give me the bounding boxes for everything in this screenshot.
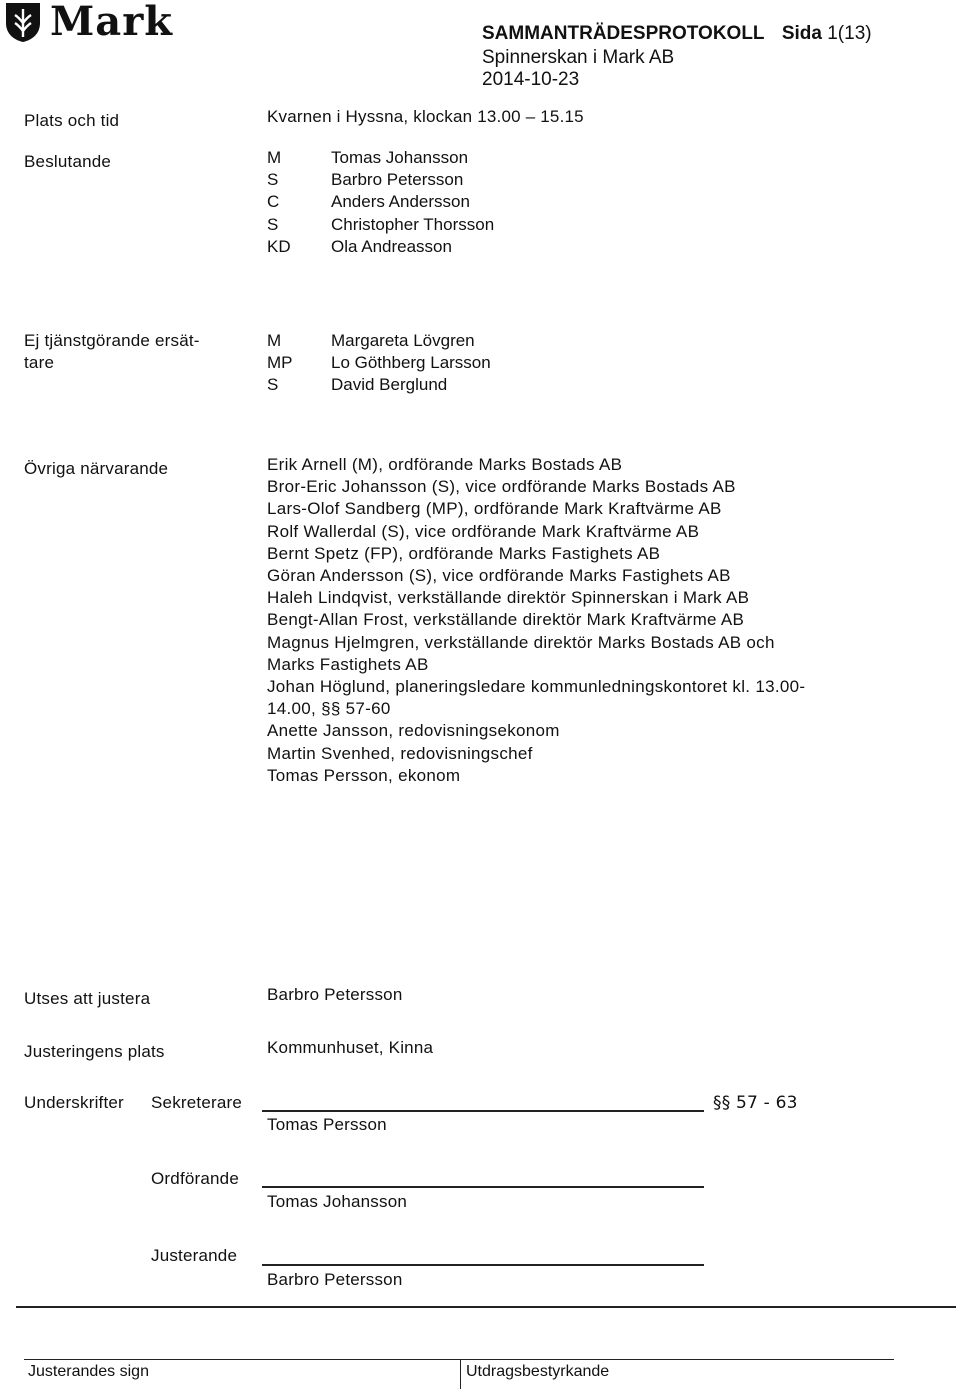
member-party: M: [267, 331, 282, 350]
adjuster-label: Utses att justera: [24, 989, 151, 1008]
footer-right-label: Utdragsbestyrkande: [466, 1363, 610, 1380]
substitutes-label-line1: Ej tjänstgörande ersät-: [24, 331, 200, 350]
decision-makers-label: Beslutande: [24, 152, 112, 171]
place-time-label: Plats och tid: [24, 111, 120, 130]
substitutes-list: [267, 330, 687, 397]
member-name: Margareta Lövgren: [331, 331, 475, 350]
member-party: MP: [267, 353, 293, 373]
member-party: KD: [267, 236, 291, 256]
member-party: S: [267, 375, 279, 395]
coat-of-arms-icon: [4, 1, 42, 43]
member-name: Lo Göthberg Larsson: [331, 353, 491, 373]
footer-separator: [460, 1359, 461, 1389]
member-party: M: [267, 148, 282, 167]
adjustment-place-value: Kommunhuset, Kinna: [267, 1038, 434, 1057]
signature-name: Barbro Petersson: [267, 1270, 403, 1289]
paragraph-range: §§ 57 - 63: [713, 1093, 798, 1113]
member-row: [267, 236, 687, 258]
member-row: [267, 191, 687, 213]
place-time-value: Kvarnen i Hyssna, klockan 13.00 – 15.15: [267, 107, 584, 126]
signature-role: Justerande: [151, 1246, 238, 1265]
list-item: Magnus Hjelmgren, verkställande direktör Marks Bostads AB och: [267, 632, 775, 652]
member-name: Anders Andersson: [331, 192, 470, 212]
member-row: [267, 147, 687, 169]
signatures-label: Underskrifter: [24, 1093, 124, 1112]
signature-name: Tomas Persson: [267, 1115, 387, 1134]
member-name: Ola Andreasson: [331, 236, 452, 256]
list-item: Haleh Lindqvist, verkställande direktör Spinnerskan i Mark AB: [267, 588, 750, 608]
signature-line: [262, 1264, 704, 1266]
member-row: [267, 374, 687, 396]
member-row: [267, 214, 687, 236]
logo-wordmark: Mark: [50, 0, 173, 45]
list-item: Bernt Spetz (FP), ordförande Marks Fastighets AB: [267, 543, 661, 563]
list-item: Bror-Eric Johansson (S), vice ordförande Marks Bostads AB: [267, 477, 736, 497]
member-name: Christopher Thorsson: [331, 214, 495, 234]
list-item: Martin Svenhed, redovisningschef: [267, 743, 533, 763]
others-present-label: Övriga närvarande: [24, 459, 169, 478]
member-party: S: [267, 214, 279, 234]
list-item: Rolf Wallerdal (S), vice ordförande Mark Kraftvärme AB: [267, 521, 700, 541]
member-row: [267, 169, 687, 191]
footer-divider: [16, 1306, 956, 1308]
list-item: Erik Arnell (M), ordförande Marks Bostads AB: [267, 455, 623, 474]
signature-role: Sekreterare: [151, 1093, 243, 1112]
others-present-list: [267, 454, 805, 787]
page-label: Sida: [781, 23, 822, 44]
municipality-logo: [2, 0, 173, 46]
meeting-date: 2014-10-23: [482, 69, 580, 90]
document-title-line: [482, 22, 872, 46]
member-name: Barbro Petersson: [331, 170, 464, 190]
signature-name: Tomas Johansson: [267, 1192, 408, 1211]
list-item: Anette Jansson, redovisningsekonom: [267, 721, 560, 741]
adjustment-place-label: Justeringens plats: [24, 1042, 165, 1061]
page-number: 1(13): [827, 23, 872, 44]
member-party: C: [267, 192, 280, 212]
member-row: [267, 352, 687, 374]
list-item: Marks Fastighets AB: [267, 654, 429, 674]
list-item: Lars-Olof Sandberg (MP), ordförande Mark Kraftvärme AB: [267, 499, 722, 519]
member-row: [267, 330, 687, 352]
list-item: Johan Höglund, planeringsledare kommunledningskontoret kl. 13.00-: [267, 677, 806, 697]
substitutes-label-line2: tare: [24, 353, 55, 372]
member-name: David Berglund: [331, 375, 448, 395]
decision-makers-list: [267, 147, 687, 258]
signature-line: [262, 1186, 704, 1188]
signature-role: Ordförande: [151, 1169, 239, 1188]
list-item: Göran Andersson (S), vice ordförande Marks Fastighets AB: [267, 566, 731, 586]
list-item: Tomas Persson, ekonom: [267, 765, 461, 785]
organization-name: Spinnerskan i Mark AB: [482, 47, 675, 68]
document-type: SAMMANTRÄDESPROTOKOLL: [482, 23, 765, 44]
member-name: Tomas Johansson: [331, 148, 469, 167]
footer-left-label: Justerandes sign: [28, 1363, 149, 1380]
footer-sign-line: [24, 1359, 894, 1360]
signature-line: [262, 1110, 704, 1112]
list-item: Bengt-Allan Frost, verkställande direktör Mark Kraftvärme AB: [267, 610, 745, 630]
member-party: S: [267, 170, 279, 190]
list-item: 14.00, §§ 57-60: [267, 699, 391, 719]
adjuster-value: Barbro Petersson: [267, 985, 403, 1004]
